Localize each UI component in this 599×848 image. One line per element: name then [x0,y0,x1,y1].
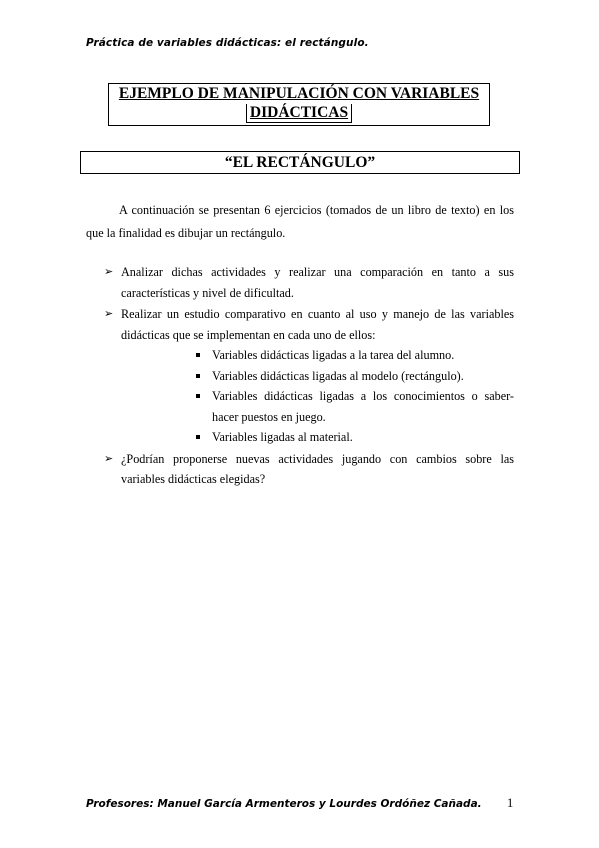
sub-list-item-text: Variables didácticas ligadas a la tarea del alumno. [212,348,455,362]
sub-list-item [193,386,514,427]
page-footer: Profesores: Manuel García Armenteros y Lourdes Ordóñez Cañada. [86,798,482,810]
document-subtitle: “EL RECTÁNGULO” [80,151,520,174]
task-list [104,262,514,491]
square-bullet-icon [196,353,200,357]
list-item-text: Analizar dichas actividades y realizar una comparación en tanto a sus características y nivel de dificultad. [121,265,514,300]
sub-list-item-text: Variables didácticas ligadas a los conocimientos o saber-hacer puestos en juego. [212,389,514,424]
arrow-bullet-icon: ➢ [104,266,114,278]
arrow-bullet-icon: ➢ [104,452,114,465]
intro-paragraph [86,199,514,244]
square-bullet-icon [196,435,200,439]
sub-list-item [193,427,514,448]
sub-list-item-text: Variables ligadas al material. [212,430,353,444]
sub-list [121,345,514,448]
sub-list-item [193,345,514,366]
list-item-text: ¿Podrían proponerse nuevas actividades jugando con cambios sobre las variables didácticas elegidas? [121,451,514,486]
list-item-text: Realizar un estudio comparativo en cuanto al uso y manejo de las variables didácticas que se implementan en cada uno de ellos: [121,307,514,342]
title-line-2: DIDÁCTICAS [246,104,352,123]
list-item [104,262,514,303]
document-title [108,83,490,126]
list-item [104,449,514,490]
page-number: 1 [507,796,514,810]
arrow-bullet-icon: ➢ [104,308,114,320]
square-bullet-icon [196,374,200,378]
title-line-1: EJEMPLO DE MANIPULACIÓN CON VARIABLES [118,85,480,102]
page-header: Práctica de variables didácticas: el rectángulo. [86,37,369,49]
list-item [104,304,514,448]
intro-text: A continuación se presentan 6 ejercicios (tomados de un libro de texto) en los que la finalidad es dibujar un rectángulo. [86,203,514,240]
sub-list-item [193,366,514,387]
sub-list-item-text: Variables didácticas ligadas al modelo (rectángulo). [212,368,464,383]
square-bullet-icon [196,394,200,398]
